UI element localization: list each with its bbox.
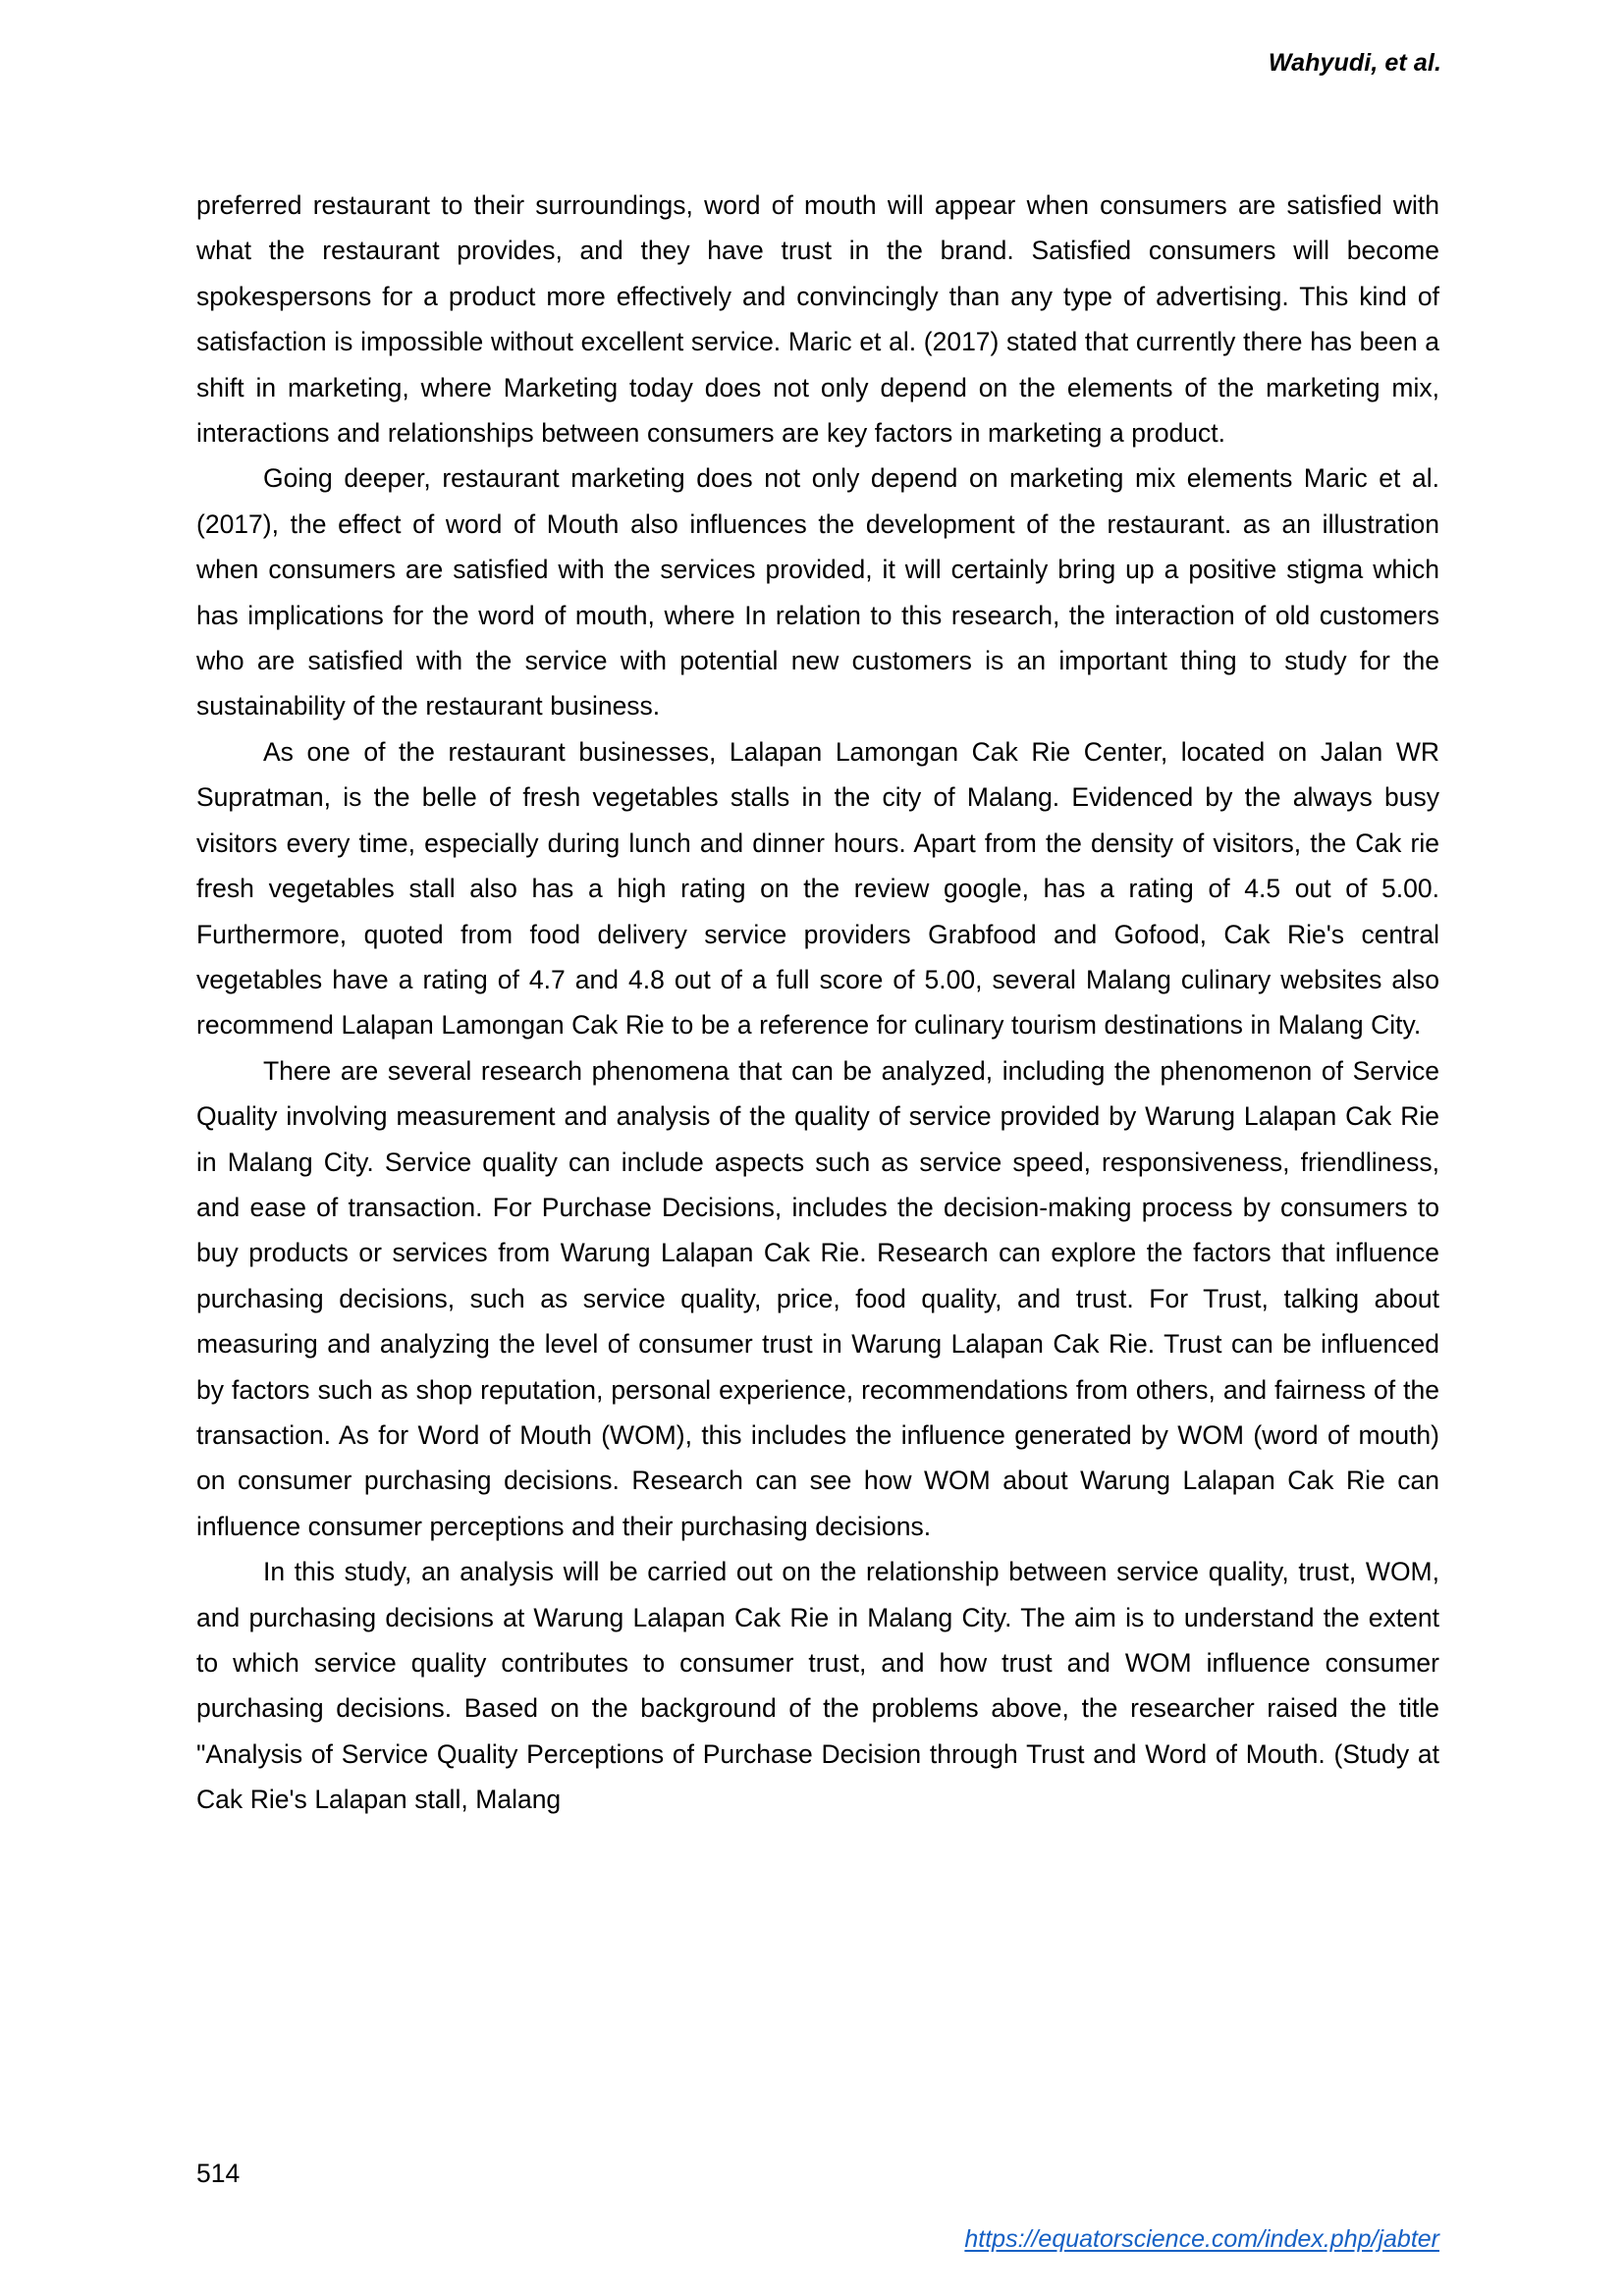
page-footer	[196, 2109, 1439, 2296]
journal-url-link[interactable]: https://equatorscience.com/index.php/jabter	[964, 2225, 1439, 2253]
paragraph-lalapan-cak-rie: As one of the restaurant businesses, Lalapan Lamongan Cak Rie Center, located on Jalan WR Supratman, is the belle of fresh vegetables stalls in the city of Malang. Evidenced by the always busy visitors every time, especially during lunch and dinner hours. Apart from the density of visitors, the Cak rie fresh vegetables stall also has a high rating on the review google, has a rating of 4.5 out of 5.00. Furthermore, quoted from food delivery service providers Grabfood and Gofood, Cak Rie's central vegetables have a rating of 4.7 and 4.8 out of a full score of 5.00, several Malang culinary websites also recommend Lalapan Lamongan Cak Rie to be a reference for culinary tourism destinations in Malang City.	[196, 736, 1439, 1041]
body-text-column	[196, 183, 1439, 1823]
paragraph-word-of-mouth-trust: preferred restaurant to their surroundings, word of mouth will appear when consumers are satisfied with what the restaurant provides, and they have trust in the brand. Satisfied consumers will become spokespersons for a product more effectively and convincingly than any type of advertising. This kind of satisfaction is impossible without excellent service. Maric et al. (2017) stated that currently there has been a shift in marketing, where Marketing today does not only depend on the elements of the marketing mix, interactions and relationships between consumers are key factors in marketing a product.	[196, 190, 1439, 449]
footer-link-row	[196, 2225, 1439, 2254]
paragraph-study-aim: In this study, an analysis will be carried out on the relationship between service quality, trust, WOM, and purchasing decisions at Warung Lalapan Cak Rie in Malang City. The aim is to understand the extent to which service quality contributes to consumer trust, and how trust and WOM influence consumer purchasing decisions. Based on the background of the problems above, the researcher raised the title "Analysis of Service Quality Perceptions of Purchase Decision through Trust and Word of Mouth. (Study at Cak Rie's Lalapan stall, Malang	[196, 1557, 1439, 1815]
running-head: Wahyudi, et al.	[1268, 49, 1441, 77]
paragraph-restaurant-marketing: Going deeper, restaurant marketing does not only depend on marketing mix elements Maric et al. (2017), the effect of word of Mouth also influences the development of the restaurant. as an illustration when consumers are satisfied with the services provided, it will certainly bring up a positive stigma which has implications for the word of mouth, where In relation to this research, the interaction of old customers who are satisfied with the service with potential new customers is an important thing to study for the sustainability of the restaurant business.	[196, 463, 1439, 721]
paragraph-research-phenomena: There are several research phenomena that can be analyzed, including the phenomenon of Service Quality involving measurement and analysis of the quality of service provided by Warung Lalapan Cak Rie in Malang City. Service quality can include aspects such as service speed, responsiveness, friendliness, and ease of transaction. For Purchase Decisions, includes the decision-making process by consumers to buy products or services from Warung Lalapan Cak Rie. Research can explore the factors that influence purchasing decisions, such as service quality, price, food quality, and trust. For Trust, talking about measuring and analyzing the level of consumer trust in Warung Lalapan Cak Rie. Trust can be influenced by factors such as shop reputation, personal experience, recommendations from others, and fairness of the transaction. As for Word of Mouth (WOM), this includes the influence generated by WOM (word of mouth) on consumer purchasing decisions. Research can see how WOM about Warung Lalapan Cak Rie can influence consumer perceptions and their purchasing decisions.	[196, 1055, 1439, 1541]
page-number: 514	[196, 2159, 241, 2188]
